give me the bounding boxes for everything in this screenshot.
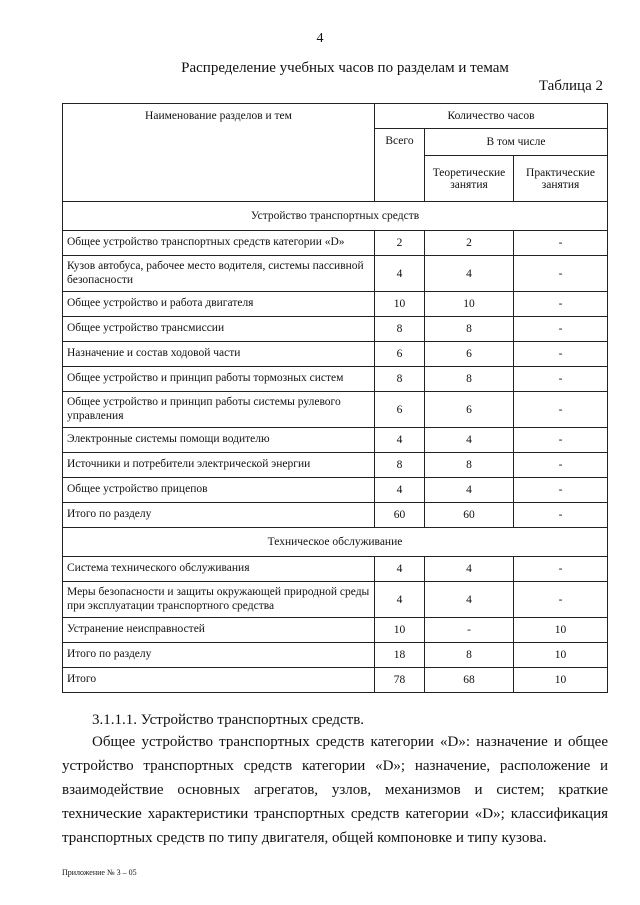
- row-name: Общее устройство трансмиссии: [63, 317, 375, 342]
- header-total: Всего: [375, 129, 425, 202]
- header-hours: Количество часов: [375, 104, 608, 129]
- table-caption: Таблица 2: [538, 78, 603, 94]
- grand-total-name: Итого: [63, 668, 375, 693]
- row-total: 8: [375, 453, 425, 478]
- row-practice: -: [514, 582, 608, 618]
- table-row: [63, 557, 608, 582]
- body-paragraph: Общее устройство транспортных средств категории «D»: назначение и общее устройство транспортных средств категории «D»; назначение, расположение и взаимодействие основных агрегатов, узлов, механизмов и систем; краткие технические характеристики транспортных средств категории «D»; классификация транспортных средств по типу двигателя, общей компоновке и типу кузова.: [62, 734, 608, 846]
- row-practice: 10: [514, 643, 608, 668]
- grand-total-practice: 10: [514, 668, 608, 693]
- row-practice: -: [514, 367, 608, 392]
- row-theory: 10: [425, 292, 514, 317]
- table-row: [63, 453, 608, 478]
- grand-total-theory: 68: [425, 668, 514, 693]
- page-number: 4: [316, 31, 324, 46]
- row-theory: 4: [425, 256, 514, 292]
- row-name: Электронные системы помощи водителю: [63, 428, 375, 453]
- row-practice: -: [514, 478, 608, 503]
- header-theory: Теоретические занятия: [425, 156, 514, 202]
- row-total: 4: [375, 478, 425, 503]
- table-row: [63, 618, 608, 643]
- header-including: В том числе: [425, 129, 608, 156]
- row-name: Система технического обслуживания: [63, 557, 375, 582]
- row-practice: -: [514, 256, 608, 292]
- row-total: 60: [375, 503, 425, 528]
- subsection-heading: 3.1.1.1. Устройство транспортных средств.: [92, 712, 365, 728]
- header-practice: Практические занятия: [514, 156, 608, 202]
- row-theory: 6: [425, 342, 514, 367]
- document-title: Распределение учебных часов по разделам и темам: [181, 60, 509, 76]
- table-row: [63, 231, 608, 256]
- section-row: [63, 202, 608, 231]
- row-name: Общее устройство и принцип работы тормозных систем: [63, 367, 375, 392]
- table-row: [63, 367, 608, 392]
- row-total: 4: [375, 557, 425, 582]
- row-practice: -: [514, 292, 608, 317]
- table-row: [63, 392, 608, 428]
- table-row: [63, 478, 608, 503]
- row-theory: 8: [425, 453, 514, 478]
- row-practice: 10: [514, 618, 608, 643]
- header-name: Наименование разделов и тем: [63, 104, 375, 202]
- row-total: 10: [375, 618, 425, 643]
- table-body: [63, 202, 608, 693]
- row-theory: 4: [425, 582, 514, 618]
- row-name: Общее устройство прицепов: [63, 478, 375, 503]
- table-row: [63, 582, 608, 618]
- row-practice: -: [514, 557, 608, 582]
- row-name: Общее устройство транспортных средств категории «D»: [63, 231, 375, 256]
- row-name: Общее устройство и работа двигателя: [63, 292, 375, 317]
- row-theory: 8: [425, 317, 514, 342]
- row-practice: -: [514, 453, 608, 478]
- grand-total-total: 78: [375, 668, 425, 693]
- row-practice: -: [514, 342, 608, 367]
- row-total: 4: [375, 428, 425, 453]
- row-theory: 2: [425, 231, 514, 256]
- table-row: [63, 256, 608, 292]
- row-total: 4: [375, 582, 425, 618]
- table-row: [63, 503, 608, 528]
- table-row: [63, 643, 608, 668]
- table-row: [63, 342, 608, 367]
- row-total: 18: [375, 643, 425, 668]
- row-practice: -: [514, 503, 608, 528]
- row-name: Итого по разделу: [63, 643, 375, 668]
- footer-note: Приложение № 3 – 05: [62, 868, 137, 877]
- row-theory: 8: [425, 643, 514, 668]
- row-name: Общее устройство и принцип работы системы рулевого управления: [63, 392, 375, 428]
- row-theory: 4: [425, 428, 514, 453]
- row-name: Меры безопасности и защиты окружающей природной среды при эксплуатации транспортного средства: [63, 582, 375, 618]
- table-row: [63, 292, 608, 317]
- row-practice: -: [514, 231, 608, 256]
- row-name: Источники и потребители электрической энергии: [63, 453, 375, 478]
- row-theory: 4: [425, 557, 514, 582]
- row-total: 10: [375, 292, 425, 317]
- table-row: [63, 428, 608, 453]
- row-name: Кузов автобуса, рабочее место водителя, системы пассивной безопасности: [63, 256, 375, 292]
- row-total: 6: [375, 392, 425, 428]
- hours-distribution-table: [62, 103, 608, 693]
- table-row: [63, 317, 608, 342]
- row-theory: 8: [425, 367, 514, 392]
- row-total: 2: [375, 231, 425, 256]
- row-theory: 60: [425, 503, 514, 528]
- row-total: 6: [375, 342, 425, 367]
- row-practice: -: [514, 428, 608, 453]
- section-title: Техническое обслуживание: [63, 528, 608, 557]
- row-theory: 4: [425, 478, 514, 503]
- row-theory: -: [425, 618, 514, 643]
- row-name: Устранение неисправностей: [63, 618, 375, 643]
- row-total: 8: [375, 367, 425, 392]
- section-title: Устройство транспортных средств: [63, 202, 608, 231]
- section-row: [63, 528, 608, 557]
- row-practice: -: [514, 317, 608, 342]
- row-name: Назначение и состав ходовой части: [63, 342, 375, 367]
- row-practice: -: [514, 392, 608, 428]
- grand-total-row: [63, 668, 608, 693]
- row-theory: 6: [425, 392, 514, 428]
- row-total: 4: [375, 256, 425, 292]
- row-name: Итого по разделу: [63, 503, 375, 528]
- row-total: 8: [375, 317, 425, 342]
